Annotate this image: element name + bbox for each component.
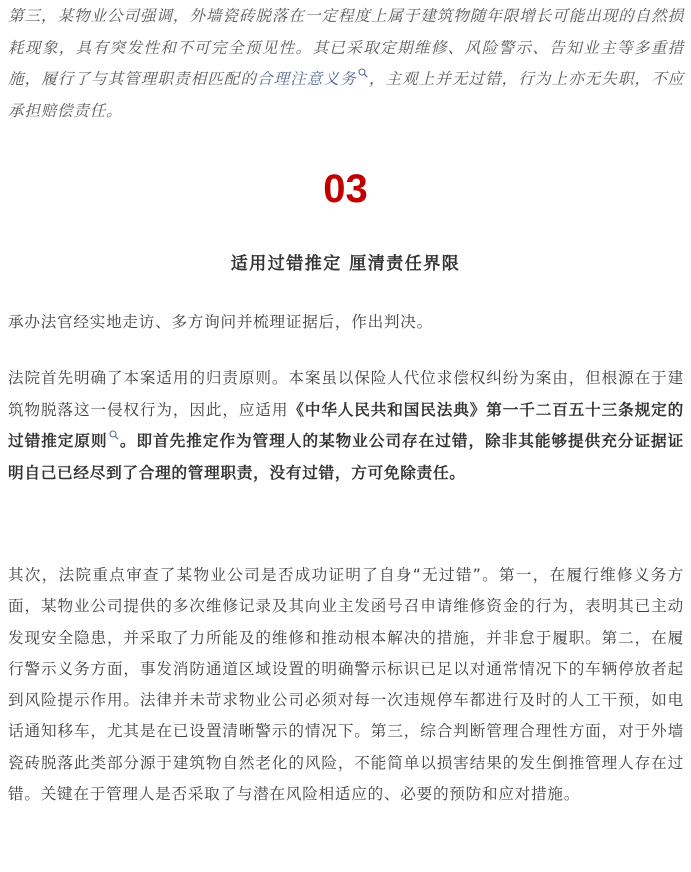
section-number: 03 bbox=[323, 167, 368, 211]
paragraph-property-company-claim bbox=[8, 1, 684, 127]
bold-text: 《中华人民共和国民法典》第一千二百五十三条规定的 bbox=[288, 400, 684, 419]
term-link-fault-presumption[interactable] bbox=[8, 432, 120, 450]
paragraph-liability-principle bbox=[8, 363, 684, 489]
paragraph-court-review: 其次，法院重点审查了某物业公司是否成功证明了自身“无过错”。第一，在履行维修义务方面，某物业公司提供的多次维修记录及其向业主发函号召申请维修资金的行为，表明其已主动发现安全隐患，并采取了力所能及的维修和推动根本解决的措施，并非怠于履职。第二，在履行警示义务方面，事发消防通道区域设置的明确警示标识已足以对通常情况下的车辆停放者起到风险提示作用。法律并未苛求物业公司必须对每一次违规停车都进行及时的人工干预，如电话通知移车，尤其是在已设置清晰警示的情况下。第三，综合判断管理合理性方面，对于外墙瓷砖脱落此类部分源于建筑物自然老化的风险，不能简单以损害结果的发生倒推管理人存在过错。关键在于管理人是否采取了与潜在风险相适应的、必要的预防和应对措施。 bbox=[8, 566, 684, 804]
paragraph-judge-visit: 承办法官经实地走访、多方询问并梳理证据后，作出判决。 bbox=[8, 313, 433, 331]
term-link-reasonable-care[interactable] bbox=[257, 70, 369, 88]
paragraph-text: ，主观上并无过错，行为上亦无失职，不应承担赔偿责任。 bbox=[8, 70, 685, 120]
paragraph-text: 第三，某物业公司强调，外墙瓷砖脱落在一定程度上属于建筑物随年限增长可能出现的自然损耗现象，具有突发性和不可完全预见性。其已采取定期维修、风险警示、告知业主等多重措施，履行了与其管理职责相匹配的 bbox=[8, 7, 684, 88]
term-link-label: 合理注意义务 bbox=[257, 70, 357, 88]
search-icon bbox=[358, 68, 368, 78]
search-icon bbox=[109, 430, 119, 440]
bold-text: 。即首先推定作为管理人的某物业公司存在过错，除非其能够提供充分证据证明自己已经尽到了合理的管理职责，没有过错，方可免除责任。 bbox=[8, 432, 684, 482]
term-link-label: 过错推定原则 bbox=[8, 432, 108, 450]
section-title: 适用过错推定 厘清责任界限 bbox=[230, 254, 461, 274]
paragraph-text: 法院首先明确了本案适用的归责原则。本案虽以保险人代位求偿权纠纷为案由，但根源在于建筑物脱落这一侵权行为，因此，应适用 bbox=[8, 369, 684, 419]
